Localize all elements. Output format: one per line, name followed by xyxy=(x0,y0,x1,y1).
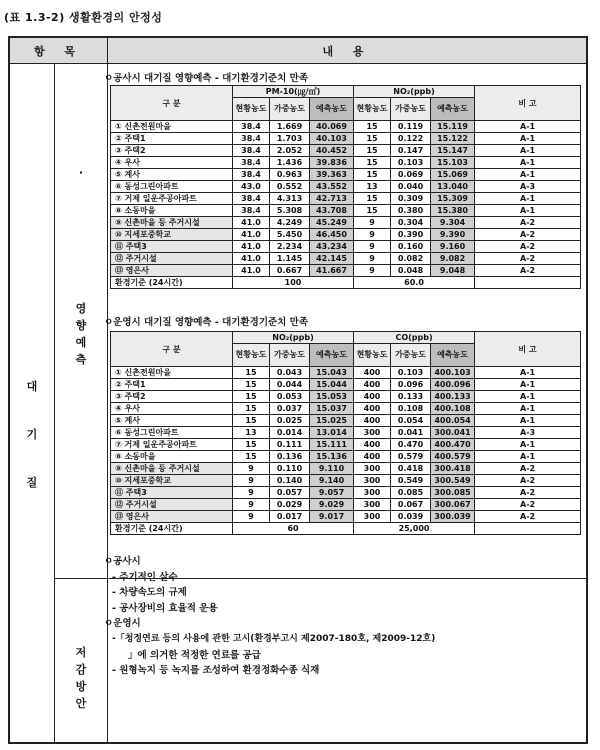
table-row xyxy=(111,229,581,241)
cell-remarks: A-1 xyxy=(475,205,581,217)
cell-added: 0.043 xyxy=(270,367,310,379)
cell-remarks: A-3 xyxy=(475,181,581,193)
table-row xyxy=(111,463,581,475)
measure-item: - 원형녹지 등 녹지를 조성하여 환경정화수종 식재 xyxy=(112,665,320,677)
cell-name: ③ 주택2 xyxy=(111,145,233,157)
cell-added: 0.122 xyxy=(391,133,431,145)
cell-added: 0.963 xyxy=(270,169,310,181)
cell-added: 0.309 xyxy=(391,193,431,205)
cell-added: 0.082 xyxy=(391,253,431,265)
cell-predicted: 300.067 xyxy=(431,499,475,511)
cell-remarks: A-1 xyxy=(475,193,581,205)
cell-name: ④ 우사 xyxy=(111,157,233,169)
cell-current: 15 xyxy=(233,415,270,427)
cell-remarks: A-1 xyxy=(475,439,581,451)
standard-co: 25,000 xyxy=(354,523,475,535)
table-row xyxy=(111,439,581,451)
measure-item: -「청정연료 등의 사용에 관한 고시(환경부고시 제2007-180호, 제2009-12호) xyxy=(112,633,436,644)
header-content: 내 용 xyxy=(322,44,372,58)
cell-current: 400 xyxy=(354,415,391,427)
cell-current: 9 xyxy=(233,499,270,511)
cell-added: 0.110 xyxy=(270,463,310,475)
cell-predicted: 40.069 xyxy=(310,121,354,133)
cell-name: ⑧ 소동마을 xyxy=(111,451,233,463)
cell-added: 1.703 xyxy=(270,133,310,145)
cell-added: 0.470 xyxy=(391,439,431,451)
cell-name: ⑫ 주거시설 xyxy=(111,499,233,511)
cell-remarks: A-2 xyxy=(475,487,581,499)
cell-predicted: 15.309 xyxy=(431,193,475,205)
cell-predicted: 9.160 xyxy=(431,241,475,253)
cell-added: 1.436 xyxy=(270,157,310,169)
cell-predicted: 9.110 xyxy=(310,463,354,475)
cell-added: 0.147 xyxy=(391,145,431,157)
table-row xyxy=(111,253,581,265)
header-item: 항 목 xyxy=(10,38,108,63)
cell-current: 41.0 xyxy=(233,217,270,229)
standard-no2: 60.0 xyxy=(354,277,475,289)
cell-current: 400 xyxy=(354,379,391,391)
cell-added: 2.052 xyxy=(270,145,310,157)
table-row xyxy=(111,499,581,511)
col-header-added: 가중농도 xyxy=(270,98,310,121)
cell-predicted: 300.039 xyxy=(431,511,475,523)
group-header-no2: NO₂(ppb) xyxy=(233,332,354,344)
sub-char: 예 xyxy=(75,336,87,349)
cell-name: ⑤ 계사 xyxy=(111,415,233,427)
cell-added: 5.450 xyxy=(270,229,310,241)
group-header-no2: NO₂(ppb) xyxy=(354,86,475,98)
cell-name: ⑦ 거제 일운주공아파트 xyxy=(111,193,233,205)
cell-remarks: A-2 xyxy=(475,463,581,475)
cell-current: 38.4 xyxy=(233,133,270,145)
cell-added: 0.418 xyxy=(391,463,431,475)
cell-added: 0.029 xyxy=(270,499,310,511)
cell-predicted: 15.119 xyxy=(431,121,475,133)
cell-predicted: 46.450 xyxy=(310,229,354,241)
cell-added: 0.048 xyxy=(391,265,431,277)
cell-name: ⑬ 영은사 xyxy=(111,511,233,523)
cell-added: 0.067 xyxy=(391,499,431,511)
cell-name: ⑫ 주거시설 xyxy=(111,253,233,265)
table-row xyxy=(111,217,581,229)
cell-current: 15 xyxy=(233,367,270,379)
cell-predicted: 15.147 xyxy=(431,145,475,157)
col-header-remarks: 비 고 xyxy=(475,86,581,121)
cell-name: ④ 우사 xyxy=(111,403,233,415)
cell-current: 15 xyxy=(233,451,270,463)
cell-predicted: 43.234 xyxy=(310,241,354,253)
operation-section-title: ㅇ운영시 대기질 영향예측 - 대기환경기준치 만족 xyxy=(104,317,309,328)
category-char: 질 xyxy=(26,476,38,489)
cell-remarks: A-2 xyxy=(475,511,581,523)
cell-added: 0.085 xyxy=(391,487,431,499)
cell-added: 0.014 xyxy=(270,427,310,439)
cell-remarks: A-2 xyxy=(475,217,581,229)
standard-label: 환경기준 (24시간) xyxy=(111,277,233,289)
cell-current: 300 xyxy=(354,511,391,523)
cell-current: 9 xyxy=(354,253,391,265)
standard-label: 환경기준 (24시간) xyxy=(111,523,233,535)
cell-added: 1.145 xyxy=(270,253,310,265)
standard-remarks xyxy=(475,277,581,289)
cell-remarks: A-1 xyxy=(475,403,581,415)
cell-predicted: 400.108 xyxy=(431,403,475,415)
cell-predicted: 9.048 xyxy=(431,265,475,277)
cell-added: 0.108 xyxy=(391,403,431,415)
cell-current: 400 xyxy=(354,367,391,379)
cell-predicted: 15.044 xyxy=(310,379,354,391)
cell-predicted: 400.054 xyxy=(431,415,475,427)
cell-current: 38.4 xyxy=(233,145,270,157)
cell-current: 9 xyxy=(233,463,270,475)
cell-predicted: 9.304 xyxy=(431,217,475,229)
cell-added: 0.044 xyxy=(270,379,310,391)
cell-name: ⑨ 신촌마을 등 주거시설 xyxy=(111,217,233,229)
cell-predicted: 43.708 xyxy=(310,205,354,217)
measures-operation-head: ㅇ운영시 xyxy=(104,618,141,630)
cell-name: ⑥ 동성그린아파트 xyxy=(111,181,233,193)
standard-row xyxy=(111,523,581,535)
cell-current: 400 xyxy=(354,391,391,403)
cell-added: 0.136 xyxy=(270,451,310,463)
cell-predicted: 15.103 xyxy=(431,157,475,169)
cell-predicted: 40.103 xyxy=(310,133,354,145)
cell-predicted: 13.014 xyxy=(310,427,354,439)
cell-current: 15 xyxy=(354,133,391,145)
measures-construction-head: ㅇ공사시 xyxy=(104,556,141,567)
cell-name: ② 주택1 xyxy=(111,379,233,391)
cell-current: 9 xyxy=(354,229,391,241)
sub-char: 영 xyxy=(75,302,87,315)
cell-current: 15 xyxy=(354,193,391,205)
cell-predicted: 9.057 xyxy=(310,487,354,499)
cell-current: 300 xyxy=(354,427,391,439)
table-row xyxy=(111,169,581,181)
col-header-current: 현황농도 xyxy=(354,344,391,367)
cell-added: 0.040 xyxy=(391,181,431,193)
cell-current: 41.0 xyxy=(233,253,270,265)
table-row xyxy=(111,205,581,217)
cell-current: 15 xyxy=(354,121,391,133)
cell-name: ③ 주택2 xyxy=(111,391,233,403)
table-row xyxy=(111,121,581,133)
cell-remarks: A-2 xyxy=(475,265,581,277)
cell-current: 15 xyxy=(233,391,270,403)
cell-current: 15 xyxy=(354,169,391,181)
cell-added: 1.669 xyxy=(270,121,310,133)
cell-predicted: 400.103 xyxy=(431,367,475,379)
standard-row xyxy=(111,277,581,289)
cell-current: 43.0 xyxy=(233,181,270,193)
table-row xyxy=(111,475,581,487)
cell-added: 0.039 xyxy=(391,511,431,523)
cell-added: 0.667 xyxy=(270,265,310,277)
table-row xyxy=(111,241,581,253)
standard-pm10: 100 xyxy=(233,277,354,289)
cell-predicted: 9.390 xyxy=(431,229,475,241)
cell-name: ⑪ 주택3 xyxy=(111,241,233,253)
cell-added: 0.304 xyxy=(391,217,431,229)
cell-remarks: A-1 xyxy=(475,367,581,379)
col-header-predicted: 예측농도 xyxy=(431,344,475,367)
measure-item: - 주기적인 살수 xyxy=(112,571,178,583)
operation-rows xyxy=(111,367,581,523)
cell-remarks: A-1 xyxy=(475,121,581,133)
cell-predicted: 42.713 xyxy=(310,193,354,205)
category-char: 기 xyxy=(26,428,38,441)
cell-current: 15 xyxy=(233,379,270,391)
cell-predicted: 15.025 xyxy=(310,415,354,427)
table-row xyxy=(111,487,581,499)
cell-current: 38.4 xyxy=(233,157,270,169)
cell-current: 41.0 xyxy=(233,265,270,277)
table-row xyxy=(111,265,581,277)
construction-rows xyxy=(111,121,581,277)
cell-added: 4.313 xyxy=(270,193,310,205)
cell-current: 15 xyxy=(354,145,391,157)
category-char: 대 xyxy=(26,380,38,393)
cell-name: ⑤ 계사 xyxy=(111,169,233,181)
table-row xyxy=(111,427,581,439)
cell-name: ⑨ 신촌마을 등 주거시설 xyxy=(111,463,233,475)
cell-added: 0.579 xyxy=(391,451,431,463)
cell-predicted: 300.418 xyxy=(431,463,475,475)
cell-name: ⑬ 영은사 xyxy=(111,265,233,277)
cell-name: ⑩ 지세포중학교 xyxy=(111,229,233,241)
cell-predicted: 400.133 xyxy=(431,391,475,403)
cell-added: 0.133 xyxy=(391,391,431,403)
table-row xyxy=(111,511,581,523)
col-header-name: 구 분 xyxy=(111,86,233,121)
group-header-co: CO(ppb) xyxy=(354,332,475,344)
cell-name: ① 신촌전원마을 xyxy=(111,367,233,379)
measure-item: - 공사장비의 효율적 운용 xyxy=(112,602,218,614)
cell-predicted: 400.579 xyxy=(431,451,475,463)
cell-added: 0.119 xyxy=(391,121,431,133)
cell-current: 9 xyxy=(354,265,391,277)
cell-predicted: 300.085 xyxy=(431,487,475,499)
sub-char: 방 xyxy=(75,680,87,693)
cell-predicted: 43.552 xyxy=(310,181,354,193)
cell-current: 38.4 xyxy=(233,193,270,205)
cell-predicted: 13.040 xyxy=(431,181,475,193)
cell-added: 0.111 xyxy=(270,439,310,451)
standard-no2: 60 xyxy=(233,523,354,535)
cell-current: 41.0 xyxy=(233,241,270,253)
cell-predicted: 400.470 xyxy=(431,439,475,451)
col-header-predicted: 예측농도 xyxy=(310,344,354,367)
cell-current: 15 xyxy=(233,439,270,451)
cell-predicted: 45.249 xyxy=(310,217,354,229)
cell-remarks: A-3 xyxy=(475,427,581,439)
cell-current: 9 xyxy=(354,217,391,229)
cell-added: 0.053 xyxy=(270,391,310,403)
cell-predicted: 9.082 xyxy=(431,253,475,265)
cell-current: 300 xyxy=(354,463,391,475)
cell-name: ① 신촌전원마을 xyxy=(111,121,233,133)
col-header-added: 가중농도 xyxy=(391,98,431,121)
col-header-predicted: 예측농도 xyxy=(310,98,354,121)
table-row xyxy=(111,145,581,157)
cell-predicted: 42.145 xyxy=(310,253,354,265)
cell-added: 0.160 xyxy=(391,241,431,253)
table-row xyxy=(111,193,581,205)
sub-char: 측 xyxy=(75,353,87,366)
cell-added: 0.057 xyxy=(270,487,310,499)
cell-name: ⑩ 지세포중학교 xyxy=(111,475,233,487)
subcategory-impact-prediction xyxy=(55,300,107,368)
cell-predicted: 15.136 xyxy=(310,451,354,463)
col-header-added: 가중농도 xyxy=(270,344,310,367)
cell-predicted: 15.043 xyxy=(310,367,354,379)
cell-current: 9 xyxy=(233,511,270,523)
category-column xyxy=(10,64,55,742)
cell-predicted: 15.111 xyxy=(310,439,354,451)
cell-predicted: 39.363 xyxy=(310,169,354,181)
cell-current: 13 xyxy=(233,427,270,439)
col-header-current: 현황농도 xyxy=(233,98,270,121)
cell-remarks: A-1 xyxy=(475,157,581,169)
col-header-predicted: 예측농도 xyxy=(431,98,475,121)
cell-current: 13 xyxy=(354,181,391,193)
cell-remarks: A-2 xyxy=(475,241,581,253)
cell-predicted: 300.549 xyxy=(431,475,475,487)
sub-char: 감 xyxy=(75,663,87,676)
table-row xyxy=(111,415,581,427)
cell-added: 0.552 xyxy=(270,181,310,193)
cell-remarks: A-2 xyxy=(475,253,581,265)
cell-remarks: A-1 xyxy=(475,415,581,427)
col-header-current: 현황농도 xyxy=(233,344,270,367)
cell-remarks: A-1 xyxy=(475,133,581,145)
cell-added: 0.017 xyxy=(270,511,310,523)
col-header-remarks: 비 고 xyxy=(475,332,581,367)
cell-added: 0.025 xyxy=(270,415,310,427)
cell-remarks: A-2 xyxy=(475,475,581,487)
sub-char: 안 xyxy=(75,697,87,710)
cell-added: 0.140 xyxy=(270,475,310,487)
cell-predicted: 9.029 xyxy=(310,499,354,511)
document-title: (표 1.3-2) 생활환경의 안정성 xyxy=(4,11,163,24)
standard-remarks xyxy=(475,523,581,535)
table-row xyxy=(111,133,581,145)
cell-current: 41.0 xyxy=(233,229,270,241)
cell-current: 15 xyxy=(354,205,391,217)
cell-added: 0.096 xyxy=(391,379,431,391)
measure-item: - 차량속도의 규제 xyxy=(112,587,187,599)
cell-current: 300 xyxy=(354,475,391,487)
cell-name: ⑧ 소동마을 xyxy=(111,205,233,217)
table-row xyxy=(111,367,581,379)
table-row xyxy=(111,391,581,403)
cell-name: ⑪ 주택3 xyxy=(111,487,233,499)
cell-name: ② 주택1 xyxy=(111,133,233,145)
table-row xyxy=(111,181,581,193)
cell-predicted: 40.452 xyxy=(310,145,354,157)
table-row xyxy=(111,403,581,415)
cell-remarks: A-2 xyxy=(475,499,581,511)
table-row xyxy=(111,157,581,169)
cell-predicted: 300.041 xyxy=(431,427,475,439)
cell-predicted: 15.053 xyxy=(310,391,354,403)
cell-added: 0.103 xyxy=(391,367,431,379)
cell-remarks: A-1 xyxy=(475,145,581,157)
cell-predicted: 15.069 xyxy=(431,169,475,181)
cell-remarks: A-2 xyxy=(475,229,581,241)
cell-remarks: A-1 xyxy=(475,451,581,463)
cell-added: 0.054 xyxy=(391,415,431,427)
table-row xyxy=(111,451,581,463)
cell-name: ⑥ 동성그린아파트 xyxy=(111,427,233,439)
cell-current: 9 xyxy=(354,241,391,253)
cell-predicted: 15.037 xyxy=(310,403,354,415)
col-header-name: 구 분 xyxy=(111,332,233,367)
cell-current: 400 xyxy=(354,439,391,451)
cell-remarks: A-1 xyxy=(475,169,581,181)
cell-current: 400 xyxy=(354,451,391,463)
cell-predicted: 9.017 xyxy=(310,511,354,523)
cell-remarks: A-1 xyxy=(475,391,581,403)
table-header xyxy=(10,38,586,64)
sub-char: 저 xyxy=(75,646,87,659)
cell-name: ⑦ 거제 일운주공아파트 xyxy=(111,439,233,451)
cell-added: 5.308 xyxy=(270,205,310,217)
cell-added: 0.037 xyxy=(270,403,310,415)
cell-added: 0.041 xyxy=(391,427,431,439)
cell-current: 300 xyxy=(354,499,391,511)
col-header-added: 가중농도 xyxy=(391,344,431,367)
cell-predicted: 9.140 xyxy=(310,475,354,487)
cell-current: 300 xyxy=(354,487,391,499)
construction-table xyxy=(110,85,581,289)
cell-predicted: 15.122 xyxy=(431,133,475,145)
cell-added: 0.103 xyxy=(391,157,431,169)
cell-added: 0.380 xyxy=(391,205,431,217)
cell-current: 38.4 xyxy=(233,169,270,181)
reduction-measures xyxy=(104,554,574,679)
cell-added: 2.234 xyxy=(270,241,310,253)
cell-current: 9 xyxy=(233,487,270,499)
cell-remarks: A-1 xyxy=(475,379,581,391)
sub-char: 향 xyxy=(75,319,87,332)
group-header-pm10: PM-10(㎍/㎥) xyxy=(233,86,354,98)
cell-current: 38.4 xyxy=(233,205,270,217)
cell-predicted: 41.667 xyxy=(310,265,354,277)
cell-predicted: 400.096 xyxy=(431,379,475,391)
operation-table xyxy=(110,331,581,535)
cell-added: 0.069 xyxy=(391,169,431,181)
cell-predicted: 15.380 xyxy=(431,205,475,217)
measure-item-continued: 」에 의거한 적정한 연료를 공급 xyxy=(128,649,261,661)
cell-added: 0.390 xyxy=(391,229,431,241)
cell-current: 15 xyxy=(233,403,270,415)
cell-added: 4.249 xyxy=(270,217,310,229)
subcategory-column xyxy=(55,64,108,742)
cell-current: 400 xyxy=(354,403,391,415)
subcategory-reduction-plan xyxy=(55,644,107,712)
cell-current: 9 xyxy=(233,475,270,487)
table-row xyxy=(111,379,581,391)
cell-current: 38.4 xyxy=(233,121,270,133)
col-header-current: 현황농도 xyxy=(354,98,391,121)
cell-current: 15 xyxy=(354,157,391,169)
bullet-mark: · xyxy=(78,166,84,179)
cell-predicted: 39.836 xyxy=(310,157,354,169)
construction-section-title: ㅇ공사시 대기질 영향예측 - 대기환경기준치 만족 xyxy=(104,73,309,84)
cell-added: 0.549 xyxy=(391,475,431,487)
